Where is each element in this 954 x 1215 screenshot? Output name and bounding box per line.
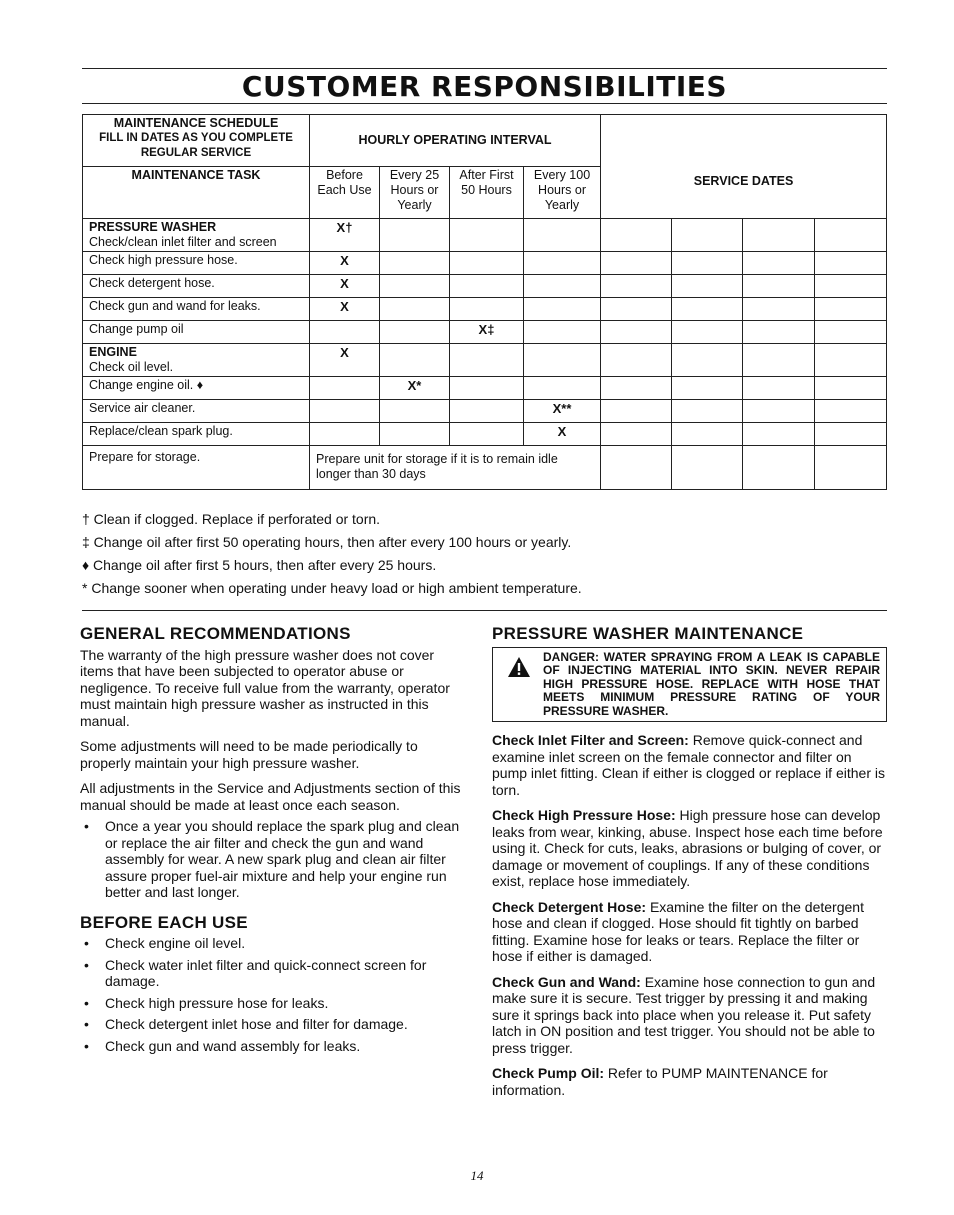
- danger-text: DANGER: WATER SPRAYING FROM A LEAK IS CAPABLE OF INJECTING MATERIAL INTO SKIN. NEVER REPAIR HIGH PRESSURE HOSE. REPLACE WITH HOSE THAT MEETS MINIMUM PRESSURE RATING OF YOUR PRESSURE WASHER.: [543, 649, 880, 718]
- paragraph: Some adjustments will need to be made periodically to properly maintain your high pressure washer.: [80, 738, 418, 771]
- list-item: • Check high pressure hose for leaks.: [84, 994, 329, 1011]
- list-item: • Check water inlet filter and quick-connect screen for damage.: [84, 956, 427, 989]
- table-footnotes: [82, 508, 582, 600]
- page-title: CUSTOMER RESPONSIBILITIES: [241, 70, 728, 103]
- pressure-washer-maintenance-heading: PRESSURE WASHER MAINTENANCE: [492, 624, 804, 643]
- footnote: ♦ Change oil after first 5 hours, then after every 25 hours.: [82, 557, 437, 573]
- warning-icon: [507, 656, 531, 678]
- table-row: Check high pressure hose. X: [83, 252, 887, 275]
- table-row: Check gun and wand for leaks. X: [83, 298, 887, 321]
- bullet-icon: •: [84, 1037, 89, 1054]
- table-row: Prepare for storage. Prepare unit for storage if it is to remain idle longer than 30 days: [83, 446, 887, 490]
- list-item: • Check engine oil level.: [84, 935, 246, 951]
- schedule-header-cell: MAINTENANCE SCHEDULE FILL IN DATES AS YOU COMPLETE REGULAR SERVICE: [83, 115, 310, 167]
- bullet-icon: •: [84, 1016, 89, 1032]
- footnote: ‡ Change oil after first 50 operating hours, then after every 100 hours or yearly.: [82, 534, 572, 550]
- page-number: 14: [470, 1168, 484, 1183]
- before-each-use-heading: BEFORE EACH USE: [80, 912, 248, 932]
- col-every-100: Every 100 Hours or Yearly: [524, 167, 601, 219]
- list-item: • Check detergent inlet hose and filter for damage.: [84, 1016, 408, 1032]
- col-before-each-use: Before Each Use: [310, 167, 380, 219]
- paragraph: Check Inlet Filter and Screen: Remove quick-connect and examine inlet screen on the female connector and filter on pump inlet fitting. Clean if either is clogged or replace if either is torn.: [492, 732, 885, 798]
- table-row: ENGINE Check oil level. X: [83, 344, 887, 377]
- table-row: Service air cleaner. X**: [83, 400, 887, 423]
- paragraph: The warranty of the high pressure washer does not cover items that have been subjected to operator abuse or negligence. To receive full value from the warranty, operator must maintain high pressure washer as instructed in this manual.: [80, 646, 450, 729]
- section-rule: [82, 610, 887, 611]
- bullet-icon: •: [84, 818, 89, 834]
- table-row: Check detergent hose. X: [83, 275, 887, 298]
- interval-header: HOURLY OPERATING INTERVAL: [310, 115, 601, 167]
- table-row: Replace/clean spark plug. X: [83, 423, 887, 446]
- table-row: PRESSURE WASHER Check/clean inlet filter and screen X†: [83, 219, 887, 252]
- col-after-first-50: After First 50 Hours: [450, 167, 524, 219]
- table-row: Change engine oil. ♦ X*: [83, 377, 887, 400]
- paragraph: All adjustments in the Service and Adjustments section of this manual should be made at least once each season.: [80, 780, 461, 813]
- paragraph: Check Detergent Hose: Examine the filter on the detergent hose and clean if clogged. Hose should fit tightly on barbed fitting. Examine hose for leaks or tears. Replace the filter or hose if either is damaged.: [492, 898, 864, 964]
- list-item: • Once a year you should replace the spark plug and clean or replace the air filter and check the gun and wand assembly for wear. A new spark plug and clean air filter assure proper fuel-air mixture and help your engine run better and last longer.: [84, 818, 460, 900]
- top-rule: [82, 68, 887, 69]
- list-item: • Check gun and wand assembly for leaks.: [84, 1037, 361, 1054]
- col-every-25: Every 25 Hours or Yearly: [380, 167, 450, 219]
- danger-notice: [492, 647, 887, 723]
- left-column: [80, 626, 471, 1059]
- service-dates-header: SERVICE DATES: [601, 115, 887, 219]
- right-column: [492, 626, 887, 1107]
- bullet-icon: •: [84, 994, 89, 1011]
- paragraph: Check Pump Oil: Refer to PUMP MAINTENANCE for information.: [492, 1065, 828, 1098]
- footnote: † Clean if clogged. Replace if perforated or torn.: [82, 511, 381, 527]
- bullet-icon: •: [84, 935, 89, 951]
- storage-note: Prepare unit for storage if it is to remain idle longer than 30 days: [310, 446, 601, 490]
- paragraph: Check Gun and Wand: Examine hose connection to gun and make sure it is secure. Test trigger by pressing it and making sure it springs back into place when you release it. Put safety latch in ON position and test trigger. You should not be able to press trigger.: [492, 973, 876, 1056]
- maintenance-schedule-table: [82, 114, 887, 490]
- table-row: Change pump oil X‡: [83, 321, 887, 344]
- title-underline: [82, 103, 887, 104]
- bullet-icon: •: [84, 956, 89, 973]
- task-header: MAINTENANCE TASK: [83, 167, 310, 219]
- paragraph: Check High Pressure Hose: High pressure hose can develop leaks from wear, kinking, abuse. Inspect hose each time before using it. Check for cuts, leaks, abrasions or bulging of cover, or damage or movement of couplings. If any of these conditions exist, replace hose immediately.: [492, 807, 883, 889]
- general-recommendations-heading: GENERAL RECOMMENDATIONS: [80, 624, 351, 643]
- footnote: * Change sooner when operating under heavy load or high ambient temperature.: [82, 580, 582, 596]
